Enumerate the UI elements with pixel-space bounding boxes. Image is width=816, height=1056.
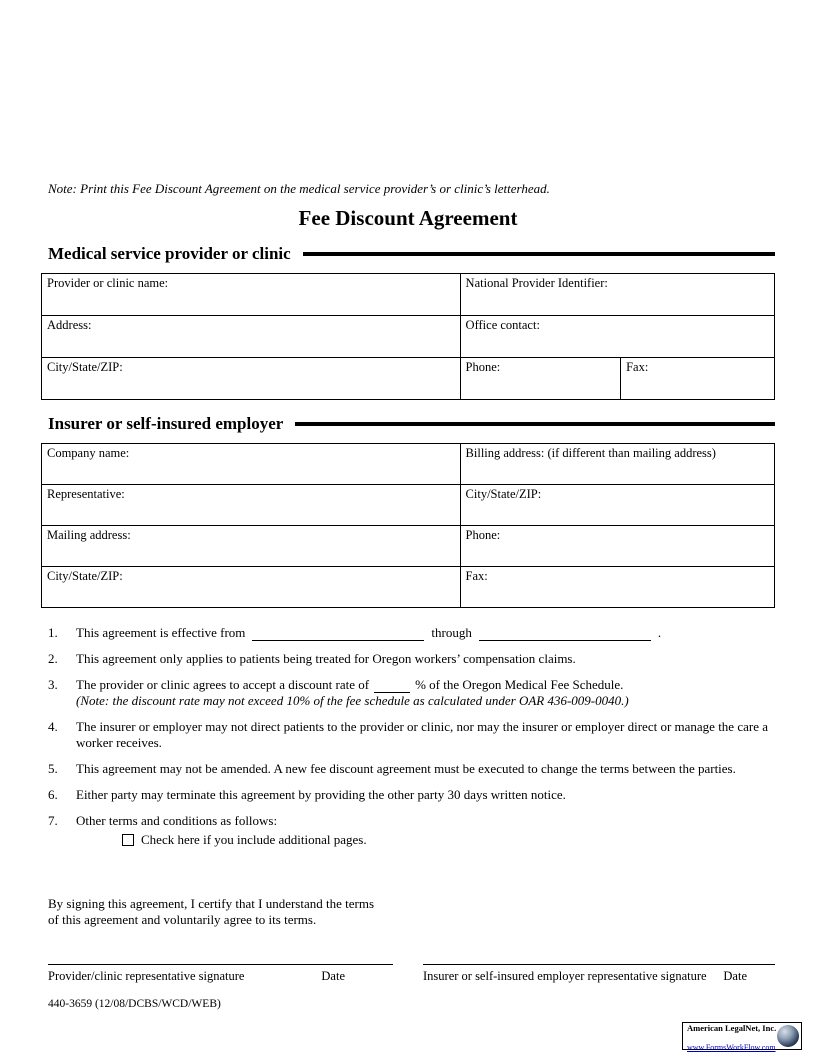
npi-label: National Provider Identifier: bbox=[465, 276, 608, 290]
term-text: This agreement may not be amended. A new fee discount agreement must be executed to change the terms between the parties. bbox=[76, 761, 736, 776]
letterhead-note: Note: Print this Fee Discount Agreement on the medical service provider’s or clinic’s letterhead. bbox=[48, 181, 550, 196]
npi-field[interactable] bbox=[460, 274, 774, 316]
term-text bbox=[76, 625, 775, 641]
additional-pages-checkbox[interactable] bbox=[122, 834, 134, 846]
provider-table bbox=[41, 273, 775, 400]
other-terms-text: Other terms and conditions as follows: bbox=[76, 813, 278, 828]
provider-phone-label: Phone: bbox=[465, 360, 501, 374]
term-text: The insurer or employer may not direct patients to the provider or clinic, nor may the insurer or employer direct or manage the care a worker receives. bbox=[76, 719, 768, 750]
term-item-4 bbox=[48, 719, 775, 751]
provider-signature-label: Provider/clinic representative signature bbox=[48, 969, 245, 983]
representative-label: Representative: bbox=[47, 487, 125, 501]
term-number: 7. bbox=[48, 813, 58, 828]
insurer-date-label: Date bbox=[723, 969, 747, 983]
mailing-address-label: Mailing address: bbox=[47, 528, 131, 542]
office-contact-label: Office contact: bbox=[465, 318, 540, 332]
billing-address-field[interactable] bbox=[460, 444, 774, 485]
section-rule bbox=[303, 252, 775, 256]
provider-address-field[interactable] bbox=[42, 316, 461, 358]
terms-list bbox=[48, 625, 775, 848]
term-number: 5. bbox=[48, 761, 58, 776]
provider-fax-label: Fax: bbox=[626, 360, 649, 374]
provider-section-heading bbox=[48, 244, 775, 264]
term-number: 2. bbox=[48, 651, 58, 666]
section-rule bbox=[295, 422, 775, 426]
signature-block bbox=[48, 964, 775, 984]
provider-citystatezip-field[interactable] bbox=[42, 358, 461, 400]
globe-icon bbox=[777, 1025, 799, 1047]
period-text: . bbox=[657, 625, 662, 640]
company-name-label: Company name: bbox=[47, 446, 130, 460]
legalnet-text bbox=[687, 1017, 776, 1055]
company-name-field[interactable] bbox=[42, 444, 461, 485]
provider-name-label: Provider or clinic name: bbox=[47, 276, 169, 290]
effective-from-text: This agreement is effective from bbox=[76, 625, 246, 640]
table-row bbox=[42, 526, 775, 567]
insurer-signature-area bbox=[423, 964, 775, 984]
table-row bbox=[42, 485, 775, 526]
insurer-signature-label: Insurer or self-insured employer representative signature bbox=[423, 969, 707, 983]
additional-pages-row bbox=[122, 832, 775, 848]
term-text: This agreement only applies to patients being treated for Oregon workers’ compensation claims. bbox=[76, 651, 576, 666]
provider-name-field[interactable] bbox=[42, 274, 461, 316]
office-contact-field[interactable] bbox=[460, 316, 774, 358]
form-number: 440-3659 (12/08/DCBS/WCD/WEB) bbox=[48, 998, 221, 1010]
discount-rate-text: The provider or clinic agrees to accept a discount rate of bbox=[76, 677, 370, 692]
insurer-phone-label: Phone: bbox=[465, 528, 501, 542]
insurer-table bbox=[41, 443, 775, 608]
term-item-5 bbox=[48, 761, 775, 777]
insurer-fax-field[interactable] bbox=[460, 567, 774, 608]
insurer-citystatezip-field[interactable] bbox=[460, 485, 774, 526]
table-row bbox=[42, 567, 775, 608]
provider-section-title: Medical service provider or clinic bbox=[48, 244, 291, 263]
insurer-citystatezip-label: City/State/ZIP: bbox=[465, 487, 542, 501]
insurer-fax-label: Fax: bbox=[465, 569, 488, 583]
table-row bbox=[42, 444, 775, 485]
effective-through-blank[interactable] bbox=[479, 628, 651, 641]
insurer-citystatezip2-label: City/State/ZIP: bbox=[47, 569, 123, 583]
provider-citystatezip-label: City/State/ZIP: bbox=[47, 360, 123, 374]
provider-address-label: Address: bbox=[47, 318, 92, 332]
provider-signature-line[interactable] bbox=[48, 964, 393, 965]
provider-phone-field[interactable] bbox=[460, 358, 621, 400]
legalnet-badge bbox=[682, 1022, 802, 1050]
page-title: Fee Discount Agreement bbox=[298, 206, 518, 230]
insurer-citystatezip2-field[interactable] bbox=[42, 567, 461, 608]
term-item-1 bbox=[48, 625, 775, 641]
representative-field[interactable] bbox=[42, 485, 461, 526]
term-number: 4. bbox=[48, 719, 58, 734]
discount-rate-note: (Note: the discount rate may not exceed 10% of the fee schedule as calculated under OAR 436-009-0040.) bbox=[76, 693, 629, 708]
term-number: 1. bbox=[48, 625, 58, 640]
term-text bbox=[76, 813, 775, 848]
discount-rate-blank[interactable] bbox=[374, 680, 410, 693]
term-text: Either party may terminate this agreement by providing the other party 30 days written notice. bbox=[76, 787, 566, 802]
billing-address-label: Billing address: (if different than mailing address) bbox=[465, 446, 716, 460]
insurer-phone-field[interactable] bbox=[460, 526, 774, 567]
checkbox-label: Check here if you include additional pages. bbox=[141, 832, 367, 847]
effective-from-blank[interactable] bbox=[252, 628, 424, 641]
insurer-section-heading bbox=[48, 414, 775, 434]
provider-fax-field[interactable] bbox=[621, 358, 775, 400]
term-item-7 bbox=[48, 813, 775, 848]
term-text bbox=[76, 677, 775, 709]
term-item-2 bbox=[48, 651, 775, 667]
term-number: 3. bbox=[48, 677, 58, 692]
insurer-signature-line[interactable] bbox=[423, 964, 775, 965]
term-item-3 bbox=[48, 677, 775, 709]
insurer-section-title: Insurer or self-insured employer bbox=[48, 414, 284, 433]
provider-date-label: Date bbox=[321, 969, 345, 983]
table-row bbox=[42, 316, 775, 358]
table-row bbox=[42, 358, 775, 400]
certification-text: By signing this agreement, I certify that I understand the terms of this agreement and voluntarily agree to its terms. bbox=[48, 896, 374, 927]
table-row bbox=[42, 274, 775, 316]
provider-signature-area bbox=[48, 964, 393, 984]
term-item-6 bbox=[48, 787, 775, 803]
term-number: 6. bbox=[48, 787, 58, 802]
through-text: through bbox=[431, 625, 472, 640]
legalnet-company-name: American LegalNet, Inc. bbox=[687, 1022, 777, 1033]
formsworkflow-link[interactable]: www.FormsWorkFlow.com bbox=[687, 1043, 776, 1052]
mailing-address-field[interactable] bbox=[42, 526, 461, 567]
fee-schedule-text: % of the Oregon Medical Fee Schedule. bbox=[415, 677, 624, 692]
